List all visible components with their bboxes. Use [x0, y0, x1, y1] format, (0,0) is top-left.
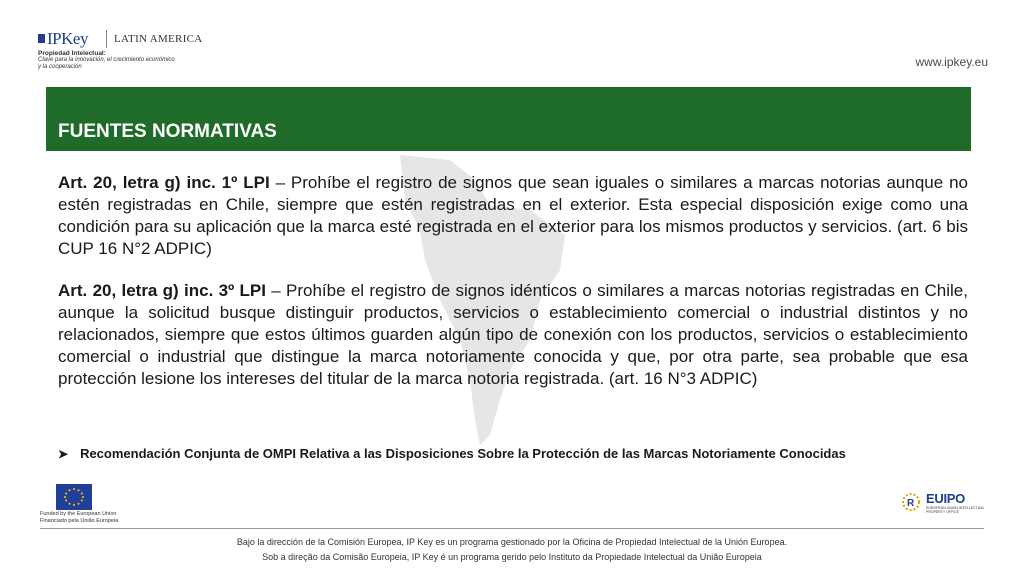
- logo-subtitle-block: [38, 50, 178, 71]
- logo-tagline-2: y la cooperación: [38, 64, 82, 70]
- euipo-badge-icon: [902, 491, 920, 513]
- footer-line-pt: Sob a direção da Comisão Europeia, IP Key é un programa gerido pelo Instituto da Propiedade Intelectual da União Europeia: [262, 552, 762, 562]
- paragraph-art20-inc1: [58, 172, 968, 260]
- ipkey-logo-mark: [38, 34, 45, 43]
- paragraph-2-label: Art. 20, letra g) inc. 3º LPI: [58, 281, 266, 300]
- paragraph-2-body: – Prohíbe el registro de signos idénticos o similares a marcas notorias registradas en Chile, aunque la solicitud busque distinguir productos, servicios o establecimiento comercial o industrial distintos y no relacionados, siempre que estos últimos guarden algún tipo de conexión con los productos, servicios o establecimiento comercial o industrial que distingue la marca notoriamente conocida y que, por otra parte, sea probable que esa protección lesione los intereses del titular de la marca notoria registrada. (art. 16 N°3 ADPIC): [58, 281, 968, 388]
- eu-funding-text: [40, 511, 118, 525]
- logo-region: LATIN AMERICA: [114, 33, 203, 45]
- footer-line-es: Bajo la dirección de la Comisión Europea, IP Key es un programa gestionado por la Oficina de Propiedad Intelectual de la Unión Europea.: [236, 537, 788, 547]
- paragraph-art20-inc3: [58, 280, 968, 390]
- footer-divider: [40, 528, 984, 529]
- svg-text:R: R: [907, 498, 915, 509]
- paragraph-1-body: – Prohíbe el registro de signos que sean iguales o similares a marcas notorias aunque no estén registradas en Chile, siempre que estén registradas en el exterior. Esta especial disposición exige como una condición para su aplicación que la marca esté registrada en el exterior para los mismos productos y servicios. (art. 6 bis CUP 16 N°2 ADPIC): [58, 173, 968, 258]
- eu-funded-es: Financiado pela União Europeia: [40, 518, 119, 524]
- eu-flag-icon: [56, 484, 92, 510]
- site-url[interactable]: www.ipkey.eu: [915, 55, 988, 69]
- recommendation-bullet: [58, 446, 846, 461]
- euipo-subtitle: EUROPEAN UNION INTELLECTUAL PROPERTY OFFICE: [926, 506, 985, 514]
- logo-tagline-1: Clave para la innovación, el crecimiento económico: [38, 57, 175, 63]
- logo-subtitle: Propiedad Intelectual:: [38, 50, 106, 57]
- paragraph-1-label: Art. 20, letra g) inc. 1º LPI: [58, 173, 270, 192]
- arrow-bullet-icon: ➤: [58, 446, 69, 461]
- title-bar: [46, 87, 971, 151]
- euipo-logo: [902, 490, 992, 516]
- ipkey-logo: [38, 26, 298, 88]
- eu-funded-en: Funded by the European Union: [40, 511, 117, 517]
- recommendation-text: Recomendación Conjunta de OMPI Relativa a las Disposiciones Sobre la Protección de las Marcas Notoriamente Conocidas: [80, 446, 846, 461]
- logo-divider: [106, 30, 107, 48]
- page-title: FUENTES NORMATIVAS: [58, 121, 277, 142]
- logo-brand: IPKey: [47, 29, 88, 48]
- euipo-name: EUIPO: [926, 491, 965, 506]
